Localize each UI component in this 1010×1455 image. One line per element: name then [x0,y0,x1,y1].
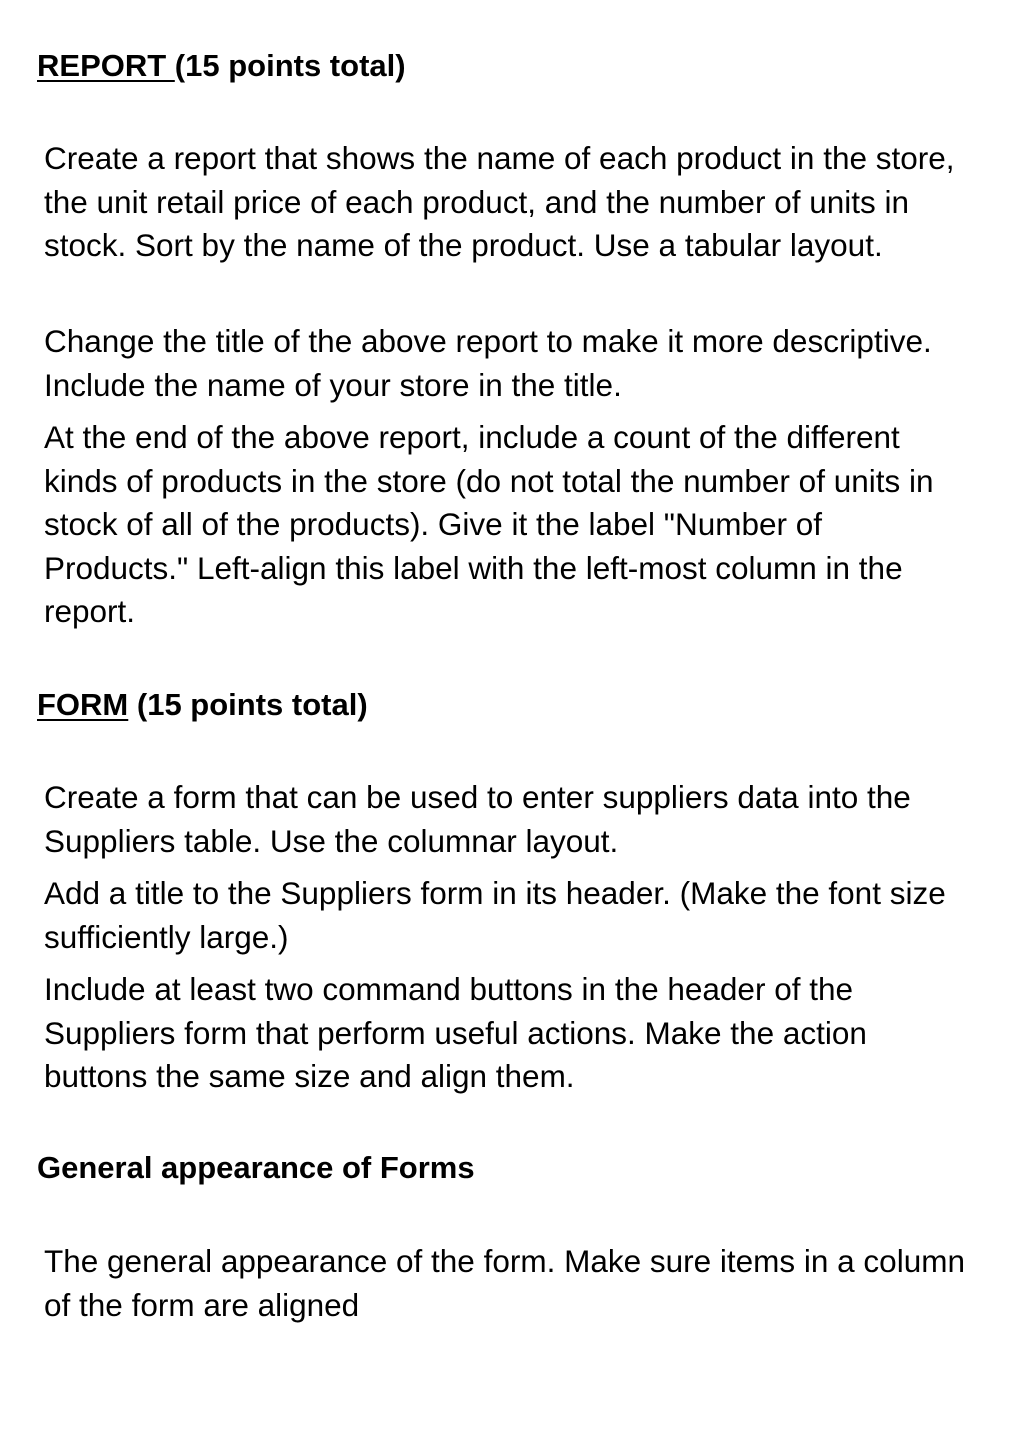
form-points: (15 points total) [128,687,368,722]
form-item-1: Create a form that can be used to enter suppliers data into the Suppliers table. Use the columnar layout. [44,779,911,859]
form-heading [37,685,368,725]
general-heading [37,1148,475,1188]
form-item-3: Include at least two command buttons in the header of the Suppliers form that perform useful actions. Make the action buttons the same size and align them. [44,971,867,1094]
report-points: (15 points total) [174,48,406,83]
report-heading [37,46,406,86]
report-item-3: At the end of the above report, include a count of the different kinds of products in the store (do not total the number of units in stock of all of the products). Give it the label "Number of Products." Left-align this label with the left-most column in the report. [44,419,934,629]
form-title: FORM [37,687,129,722]
report-title: REPORT [37,48,175,83]
general-item-1: The general appearance of the form. Make sure items in a column of the form are aligned [44,1243,965,1323]
report-item-1: Create a report that shows the name of each product in the store, the unit retail price of each product, and the number of units in stock. Sort by the name of the product. Use a tabular layout. [44,140,955,263]
report-item-2: Change the title of the above report to make it more descriptive. Include the name of your store in the title. [44,323,932,403]
general-title: General appearance of Forms [37,1150,475,1185]
form-item-2: Add a title to the Suppliers form in its header. (Make the font size sufficiently large.) [44,875,946,955]
